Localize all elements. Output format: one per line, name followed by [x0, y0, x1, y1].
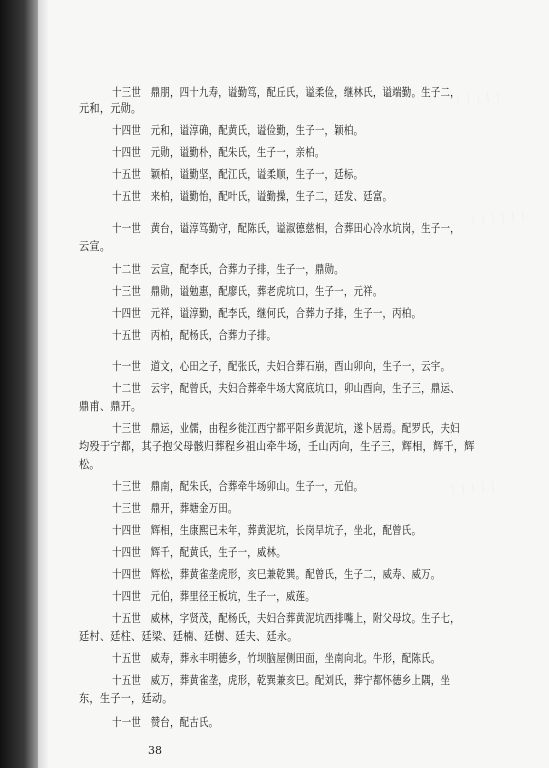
- text-line: 十四世 元祥，谥淳勤，配李氏，继何氏，合葬力子排，生子一，丙柏。: [112, 307, 422, 320]
- text-line: 十四世 辉相，生康熙已未年，葬黄泥坑，长岗旱坑子，坐北，配曾氏。: [112, 524, 422, 537]
- bleed-through-text: ｜｜｜｜｜: [452, 92, 504, 107]
- text-line: 十五世 丙柏，配杨氏，合葬力子排。: [112, 329, 277, 342]
- text-line: 十一世 黄台，谥淳笃勤守，配陈氏，谥淑德慈相，合葬田心冷水坑岗，生子一，: [112, 222, 460, 235]
- text-line: 元和，元勋。: [79, 102, 142, 115]
- text-line: 十五世 威万，葬黄雀垄，虎形，乾巽兼亥巳。配刘氏，葬宁都怀德乡上隅，坐: [112, 674, 451, 687]
- text-line: 十四世 辉千，配黄氏，生子一，威林。: [112, 546, 286, 559]
- text-line: 廷村、廷柱、廷梁、廷楠、廷樹、廷夫、廷永。: [79, 630, 298, 643]
- text-line: 十一世 赞台，配古氏。: [112, 716, 219, 729]
- text-line: 十三世 鼎开，葬塘金万田。: [112, 502, 238, 515]
- bleed-through-text: ｜｜｜｜｜: [447, 482, 499, 497]
- text-line: 十四世 元和，谥淳确，配黄氏，谥俭勤，生子一，颖柏。: [112, 124, 364, 137]
- text-line: 十五世 颖柏，谥勤坚，配江氏，谥柔顺，生子一，廷标。: [112, 168, 364, 181]
- text-line: 十二世 云宣，配李氏，合葬力子排，生子一，鼎勋。: [112, 263, 344, 276]
- text-line: 松。: [79, 458, 100, 471]
- text-line: 云宣。: [79, 240, 111, 253]
- text-line: 十一世 道文，心田之子，配张氏，夫妇合葬石崩，酉山卯向，生子一，云宇。: [112, 360, 451, 373]
- text-line: 鼎甫、鼎开。: [79, 400, 142, 413]
- text-line: 东，生子一，廷动。: [79, 692, 173, 705]
- scanned-page: [48, 0, 549, 768]
- text-line: 十三世 鼎运，业儒，由程乡徙江西宁都平阳乡黄泥坑，遂卜居焉。配罗氏，夫妇: [112, 422, 460, 435]
- bleed-through-text: ｜｜｜｜｜｜: [467, 211, 529, 228]
- text-line: 十三世 鼎南，配朱氏，合葬牵牛场卯山。生子一，元伯。: [112, 480, 364, 493]
- text-line: 均殁于宁都，其子抱父母骸归葬程乡祖山牵牛场，壬山丙向，生子三，辉相，辉千，辉: [79, 440, 475, 453]
- text-line: 十五世 威林，字贤茂，配杨氏，夫妇合葬黄泥坑西排嘴上，附父母坟。生子七，: [112, 612, 460, 625]
- text-line: 十四世 元伯，葬里径王板坑，生子一，威莲。: [112, 590, 315, 603]
- text-line: 十五世 来柏，谥勤怡，配叶氏，谥勤操，生子二，廷发、廷富。: [112, 190, 393, 203]
- text-line: 十四世 元勋，谥勤朴，配朱氏，生子一，亲柏。: [112, 146, 325, 159]
- text-line: 十三世 鼎勋，谥勉惠，配廖氏，葬老虎坑口，生子一，元祥。: [112, 285, 383, 298]
- text-line: 十三世 鼎朋，四十九寿，谥勤笃，配丘氏，谥柔俭，继林氏，谥端勤。生子二，: [112, 86, 460, 99]
- page-number: 38: [148, 744, 162, 757]
- text-line: 十四世 辉松，葬黄雀垄虎形，亥巳兼乾巽。配曾氏，生子二，威寿、威万。: [112, 568, 441, 581]
- text-line: 十二世 云宇，配曾氏，夫妇合葬牵牛场大窝底坑口，卯山酉向，生子三，鼎运、: [112, 382, 460, 395]
- text-line: 十五世 威寿，葬永丰明德乡，竹坝脑屋侧田面，坐南向北。牛形，配陈氏。: [112, 652, 441, 665]
